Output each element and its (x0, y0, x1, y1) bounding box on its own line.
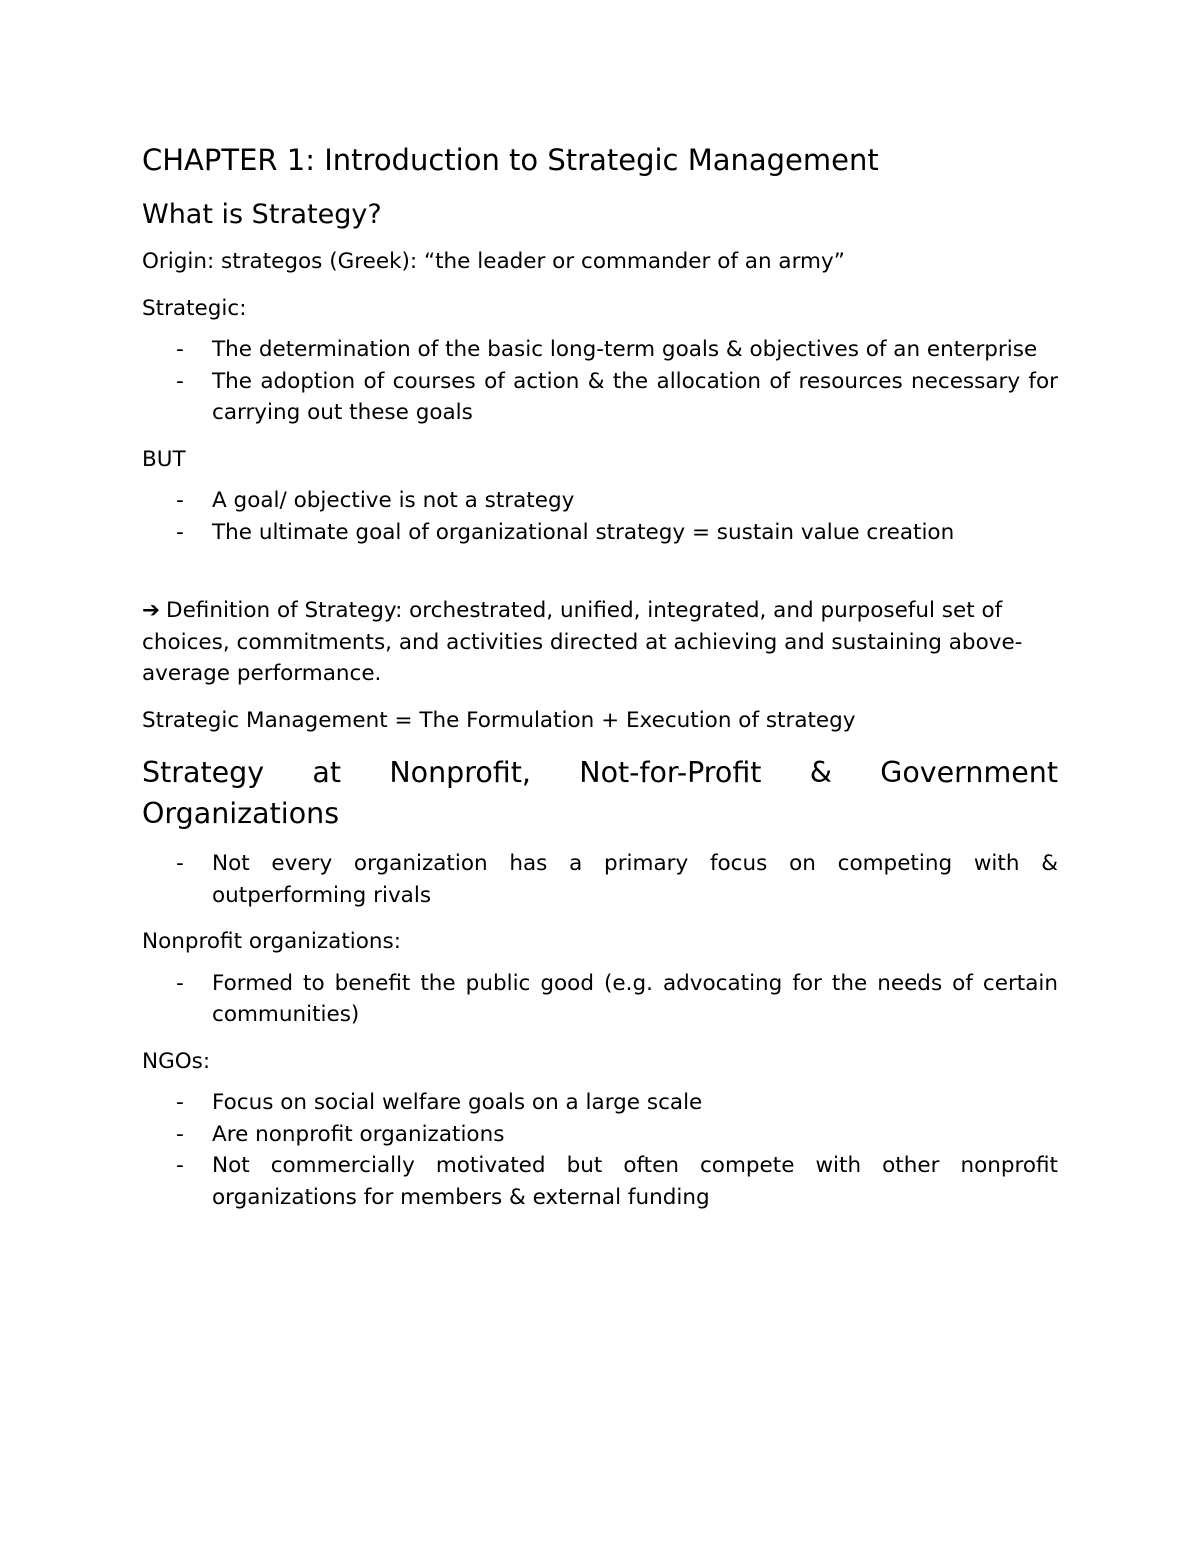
dash-bullet: - (176, 519, 184, 545)
dash-bullet: - (176, 368, 184, 394)
origin-text: Origin: strategos (Greek): “the leader or commander of an army” (142, 249, 845, 274)
arrow-right-icon: ➔ (142, 598, 161, 623)
strategic-list (142, 334, 1058, 429)
list-item-text: Focus on social welfare goals on a large scale (212, 1090, 703, 1115)
strategic-management-equation: Strategic Management = The Formulation + Execution of strategy (142, 707, 856, 733)
but-label: BUT (142, 446, 186, 472)
definition-line (142, 595, 1058, 627)
list-item (142, 366, 1058, 429)
section-heading-what-is-strategy: What is Strategy? (142, 199, 382, 230)
but-list (142, 485, 1058, 548)
nonprofit-label: Nonprofit organizations: (142, 929, 401, 954)
dash-bullet: - (176, 851, 184, 876)
list-item-text: The ultimate goal of organizational strategy = sustain value creation (212, 519, 955, 545)
definition-block (142, 595, 1058, 690)
list-item (142, 485, 1058, 517)
list-item (142, 334, 1058, 366)
list-item-text: The adoption of courses of action & the allocation of resources necessary for carrying out these goals (212, 368, 1058, 425)
ngo-label: NGOs: (142, 1048, 211, 1074)
list-item (142, 968, 1058, 1031)
section-heading-nonprofit: Strategy at Nonprofit, Not-for-Profit & Government Organizations (142, 756, 1058, 830)
spacer (142, 563, 1058, 595)
dash-bullet: - (176, 970, 184, 996)
dash-bullet: - (176, 1121, 184, 1147)
dash-bullet: - (176, 1153, 184, 1178)
list-item-text: Not every organization has a primary focus on competing with & outperforming rivals (212, 851, 1058, 908)
list-item-text: Formed to benefit the public good (e.g. advocating for the needs of certain communities) (212, 970, 1058, 1027)
chapter-title: CHAPTER 1: Introduction to Strategic Management (142, 143, 879, 177)
ngo-list (142, 1087, 1058, 1213)
list-item (142, 517, 1058, 549)
nonprofit-list (142, 968, 1058, 1031)
dash-bullet: - (176, 337, 184, 362)
intro-list (142, 848, 1058, 911)
list-item (142, 1087, 1058, 1119)
list-item (142, 848, 1058, 911)
definition-line: average performance. (142, 661, 382, 686)
dash-bullet: - (176, 1090, 184, 1115)
list-item-text: Are nonprofit organizations (212, 1121, 505, 1147)
strategic-label: Strategic: (142, 295, 247, 321)
list-item (142, 1150, 1058, 1213)
list-item-text: A goal/ objective is not a strategy (212, 488, 575, 513)
list-item-text: Not commercially motivated but often compete with other nonprofit organizations for members & external funding (212, 1153, 1058, 1210)
definition-text: Definition of Strategy: orchestrated, unified, integrated, and purposeful set of (166, 598, 1003, 623)
list-item (142, 1119, 1058, 1151)
definition-line: choices, commitments, and activities directed at achieving and sustaining above- (142, 629, 1023, 655)
document-page (142, 140, 1058, 1228)
list-item-text: The determination of the basic long-term goals & objectives of an enterprise (212, 337, 1038, 362)
dash-bullet: - (176, 488, 184, 513)
